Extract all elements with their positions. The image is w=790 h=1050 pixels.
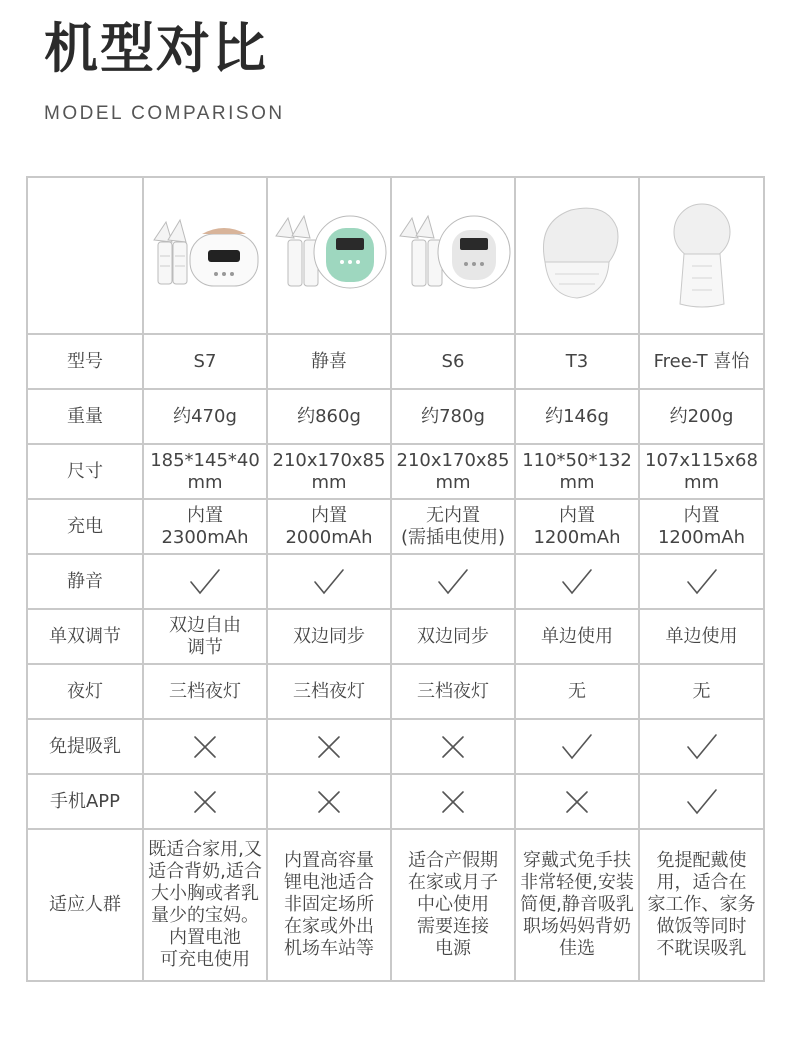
product-free-t-image bbox=[639, 177, 764, 334]
row-app bbox=[27, 774, 764, 829]
mode-cell: 单边使用 bbox=[665, 625, 738, 647]
silent-cell bbox=[267, 554, 391, 609]
model-cell: T3 bbox=[515, 334, 639, 389]
charge-cell: 内置 2300mAh bbox=[161, 504, 249, 548]
cross-icon bbox=[312, 787, 346, 817]
row-label-handsfree: 免提吸乳 bbox=[27, 719, 143, 774]
app-cell bbox=[143, 774, 267, 829]
row-handsfree bbox=[27, 719, 764, 774]
cross-icon bbox=[188, 787, 222, 817]
cross-icon bbox=[312, 732, 346, 762]
app-cell bbox=[515, 774, 639, 829]
cross-icon bbox=[436, 732, 470, 762]
product-s7-image bbox=[143, 177, 267, 334]
nightlight-cell: 无 bbox=[639, 664, 764, 719]
product-image-row bbox=[27, 177, 764, 334]
mode-cell: 双边同步 bbox=[293, 625, 365, 647]
product-s6-image bbox=[391, 177, 515, 334]
silent-cell bbox=[391, 554, 515, 609]
model-cell: S6 bbox=[391, 334, 515, 389]
product-t3-image bbox=[515, 177, 639, 334]
corner-cell bbox=[27, 177, 143, 334]
row-label-nightlight: 夜灯 bbox=[27, 664, 143, 719]
size-cell: 210x170x85 mm bbox=[272, 449, 386, 493]
app-cell bbox=[267, 774, 391, 829]
size-cell: 210x170x85 mm bbox=[396, 449, 510, 493]
silent-cell bbox=[515, 554, 639, 609]
page-subtitle: MODEL COMPARISON bbox=[44, 103, 285, 124]
charge-cell: 内置 1200mAh bbox=[657, 504, 746, 548]
check-icon bbox=[685, 567, 719, 597]
row-label-mode: 单双调节 bbox=[27, 609, 143, 664]
model-cell: S7 bbox=[143, 334, 267, 389]
check-icon bbox=[685, 732, 719, 762]
mode-cell: 双边自由 调节 bbox=[169, 614, 241, 658]
row-label-size: 尺寸 bbox=[27, 444, 143, 499]
check-icon bbox=[188, 567, 222, 597]
nightlight-cell: 三档夜灯 bbox=[267, 664, 391, 719]
handsfree-cell bbox=[267, 719, 391, 774]
row-silent bbox=[27, 554, 764, 609]
row-charge bbox=[27, 499, 764, 554]
handsfree-cell bbox=[515, 719, 639, 774]
nightlight-cell: 无 bbox=[515, 664, 639, 719]
row-label-charge: 充电 bbox=[27, 499, 143, 554]
audience-cell: 内置高容量 锂电池适合 非固定场所 在家或外出 机场车站等 bbox=[267, 829, 391, 981]
page-title: 机型对比 bbox=[44, 17, 268, 80]
cross-icon bbox=[436, 787, 470, 817]
row-label-app: 手机APP bbox=[27, 774, 143, 829]
silent-cell bbox=[143, 554, 267, 609]
app-cell bbox=[391, 774, 515, 829]
check-icon bbox=[436, 567, 470, 597]
size-cell: 107x115x68 mm bbox=[645, 449, 758, 493]
row-weight bbox=[27, 389, 764, 444]
check-icon bbox=[560, 732, 594, 762]
row-label-silent: 静音 bbox=[27, 554, 143, 609]
check-icon bbox=[560, 567, 594, 597]
nightlight-cell: 三档夜灯 bbox=[143, 664, 267, 719]
app-cell bbox=[639, 774, 764, 829]
row-label-audience: 适应人群 bbox=[27, 829, 143, 981]
cross-icon bbox=[560, 787, 594, 817]
comparison-table bbox=[26, 176, 765, 982]
weight-cell: 约470g bbox=[143, 389, 267, 444]
charge-cell: 内置 2000mAh bbox=[285, 504, 373, 548]
audience-cell: 穿戴式免手扶 非常轻便,安装 简便,静音吸乳 职场妈妈背奶 佳选 bbox=[515, 829, 639, 981]
row-label-weight: 重量 bbox=[27, 389, 143, 444]
handsfree-cell bbox=[639, 719, 764, 774]
mode-cell: 双边同步 bbox=[417, 625, 489, 647]
audience-cell: 免提配戴使 用，适合在 家工作、家务 做饭等同时 不耽误吸乳 bbox=[639, 829, 764, 981]
weight-cell: 约200g bbox=[639, 389, 764, 444]
row-audience bbox=[27, 829, 764, 981]
charge-cell: 内置 1200mAh bbox=[533, 504, 621, 548]
nightlight-cell: 三档夜灯 bbox=[391, 664, 515, 719]
row-model bbox=[27, 334, 764, 389]
cross-icon bbox=[188, 732, 222, 762]
weight-cell: 约780g bbox=[391, 389, 515, 444]
model-cell: 静喜 bbox=[267, 334, 391, 389]
weight-cell: 约146g bbox=[515, 389, 639, 444]
check-icon bbox=[685, 787, 719, 817]
row-nightlight bbox=[27, 664, 764, 719]
model-cell: Free-T 喜怡 bbox=[639, 334, 764, 389]
mode-cell: 单边使用 bbox=[541, 625, 613, 647]
check-icon bbox=[312, 567, 346, 597]
silent-cell bbox=[639, 554, 764, 609]
product-jingxi-image bbox=[267, 177, 391, 334]
handsfree-cell bbox=[143, 719, 267, 774]
handsfree-cell bbox=[391, 719, 515, 774]
audience-cell: 适合产假期 在家或月子 中心使用 需要连接 电源 bbox=[391, 829, 515, 981]
audience-cell: 既适合家用,又 适合背奶,适合 大小胸或者乳 量少的宝妈。 内置电池 可充电使用 bbox=[143, 829, 267, 981]
charge-cell: 无内置 (需插电使用) bbox=[400, 504, 506, 548]
row-mode bbox=[27, 609, 764, 664]
size-cell: 110*50*132 mm bbox=[522, 449, 632, 493]
weight-cell: 约860g bbox=[267, 389, 391, 444]
row-size bbox=[27, 444, 764, 499]
row-label-model: 型号 bbox=[27, 334, 143, 389]
size-cell: 185*145*40 mm bbox=[150, 449, 260, 493]
